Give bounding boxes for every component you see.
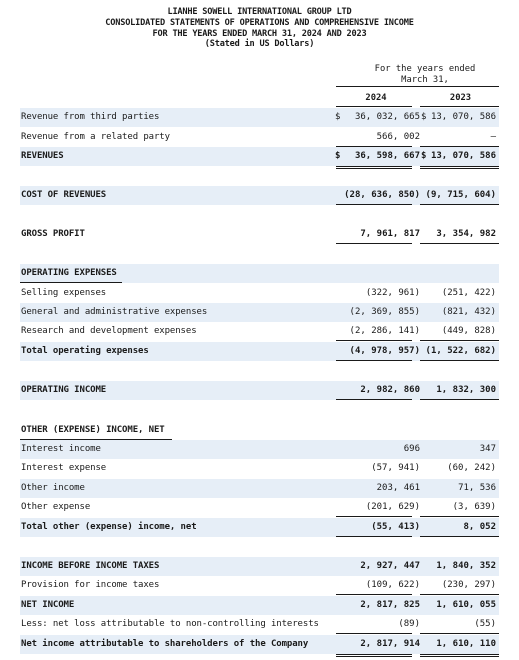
heading-underline	[20, 282, 122, 283]
value-2023: 71, 536	[458, 483, 496, 493]
row-label: Other income	[21, 483, 85, 493]
value-2023: 3, 354, 982	[436, 229, 496, 239]
row-label: Research and development expenses	[21, 326, 197, 336]
table-row	[20, 186, 499, 205]
table-row	[20, 303, 499, 322]
table-row	[20, 381, 499, 400]
row-label: Provision for income taxes	[21, 580, 160, 590]
table-row	[20, 557, 499, 576]
value-2024: 696	[403, 444, 420, 454]
table-row	[20, 459, 499, 478]
subtotal-rule	[420, 536, 499, 537]
column-header-line2: March 31,	[401, 74, 449, 85]
subtotal-rule	[336, 360, 412, 361]
row-label: General and administrative expenses	[21, 307, 208, 317]
table-row	[20, 225, 499, 244]
subtotal-rule	[336, 243, 412, 244]
row-label: Total operating expenses	[21, 346, 149, 356]
row-label: Interest expense	[21, 463, 107, 473]
row-label: INCOME BEFORE INCOME TAXES	[21, 561, 160, 571]
value-2023: 13, 070, 586	[430, 112, 496, 122]
table-row	[20, 322, 499, 341]
value-2024: 2, 817, 825	[360, 600, 420, 610]
value-2024: 7, 961, 817	[360, 229, 420, 239]
value-2024: (4, 978, 957)	[349, 346, 420, 356]
row-label: Selling expenses	[21, 288, 107, 298]
value-2024: (2, 369, 855)	[349, 307, 420, 317]
value-2023: 1, 832, 300	[436, 385, 496, 395]
value-2023: (251, 422)	[441, 288, 496, 298]
row-label: COST OF REVENUES	[21, 190, 107, 200]
value-2023: (3, 639)	[452, 502, 496, 512]
subtotal-rule	[420, 399, 499, 400]
table-row	[20, 108, 499, 127]
statement-title: CONSOLIDATED STATEMENTS OF OPERATIONS AND COMPREHENSIVE INCOME	[105, 17, 414, 28]
value-2024: (322, 961)	[365, 288, 420, 298]
row-label: Other expense	[21, 502, 91, 512]
row-label: OTHER (EXPENSE) INCOME, NET	[21, 425, 165, 435]
subtotal-rule	[336, 633, 412, 634]
row-label: Interest income	[21, 444, 101, 454]
subtotal-rule	[336, 516, 412, 517]
value-2023: (821, 432)	[441, 307, 496, 317]
value-2023: 8, 052	[463, 522, 496, 532]
value-2023: (9, 715, 604)	[425, 190, 496, 200]
row-label: GROSS PROFIT	[21, 229, 85, 239]
value-2023: (449, 828)	[441, 326, 496, 336]
currency-symbol: $	[421, 151, 427, 161]
value-2024: 36, 598, 667	[354, 151, 420, 161]
table-row	[20, 284, 499, 303]
column-header	[345, 64, 505, 85]
value-2023: 1, 610, 110	[436, 639, 496, 649]
column-header-rule	[336, 86, 499, 87]
row-label: OPERATING EXPENSES	[21, 268, 117, 278]
currency-symbol: $	[335, 112, 341, 122]
value-2024: (28, 636, 850)	[344, 190, 420, 200]
year-rule-2024	[336, 106, 412, 107]
table-row	[20, 576, 499, 595]
value-2023: 1, 840, 352	[436, 561, 496, 571]
total-double-rule	[336, 654, 412, 657]
value-2023: 347	[479, 444, 496, 454]
value-2023: (60, 242)	[447, 463, 496, 473]
row-label: Net income attributable to shareholders of the Company	[21, 639, 309, 649]
value-2024: 36, 032, 665	[354, 112, 420, 122]
subtotal-rule	[336, 399, 412, 400]
value-2023: (230, 297)	[441, 580, 496, 590]
subtotal-rule	[420, 594, 499, 595]
value-2024: (2, 286, 141)	[349, 326, 420, 336]
value-2023: (1, 522, 682)	[425, 346, 496, 356]
value-2024: 203, 461	[376, 483, 420, 493]
row-label: Revenue from third parties	[21, 112, 160, 122]
table-row	[20, 440, 499, 459]
value-2024: (57, 941)	[371, 463, 420, 473]
table-row	[20, 635, 499, 654]
value-2023: —	[490, 132, 496, 142]
column-header-line1: For the years ended	[374, 64, 476, 74]
statement-period: FOR THE YEARS ENDED MARCH 31, 2024 AND 2023	[152, 28, 367, 39]
table-row	[20, 479, 499, 498]
row-label: NET INCOME	[21, 600, 75, 610]
currency-note: (Stated in US Dollars)	[204, 39, 315, 50]
year-2024: 2024	[365, 93, 387, 103]
value-2023: 13, 070, 586	[430, 151, 496, 161]
subtotal-rule	[336, 204, 412, 205]
section-heading	[20, 264, 499, 283]
value-2023: 1, 610, 055	[436, 600, 496, 610]
total-double-rule	[336, 166, 412, 169]
table-row	[20, 147, 499, 166]
subtotal-rule	[420, 633, 499, 634]
subtotal-rule	[336, 340, 412, 341]
subtotal-rule	[420, 204, 499, 205]
statement-header	[0, 7, 519, 50]
row-label: OPERATING INCOME	[21, 385, 107, 395]
subtotal-rule	[420, 516, 499, 517]
table-row	[20, 596, 499, 615]
company-name: LIANHE SOWELL INTERNATIONAL GROUP LTD	[167, 7, 352, 17]
table-row	[20, 128, 499, 147]
total-double-rule	[420, 166, 499, 169]
currency-symbol: $	[335, 151, 341, 161]
subtotal-rule	[420, 243, 499, 244]
subtotal-rule	[420, 360, 499, 361]
row-label: Less: net loss attributable to non-controlling interests	[21, 619, 319, 629]
value-2024: (89)	[398, 619, 420, 629]
year-2023: 2023	[449, 93, 472, 103]
total-double-rule	[420, 654, 499, 657]
table-row	[20, 342, 499, 361]
table-row	[20, 615, 499, 634]
value-2024: (201, 629)	[365, 502, 420, 512]
value-2024: (109, 622)	[365, 580, 420, 590]
section-heading	[20, 421, 499, 440]
subtotal-rule	[336, 536, 412, 537]
table-row	[20, 518, 499, 537]
year-rule-2023	[420, 106, 499, 107]
value-2024: 566, 002	[376, 132, 420, 142]
row-label: Revenue from a related party	[21, 132, 170, 142]
value-2024: 2, 982, 860	[360, 385, 420, 395]
row-label: REVENUES	[21, 151, 64, 161]
table-row	[20, 498, 499, 517]
value-2024: (55, 413)	[371, 522, 420, 532]
row-label: Total other (expense) income, net	[21, 522, 197, 532]
subtotal-rule	[420, 340, 499, 341]
value-2024: 2, 927, 447	[360, 561, 420, 571]
subtotal-rule	[336, 594, 412, 595]
value-2024: 2, 817, 914	[360, 639, 420, 649]
currency-symbol: $	[421, 112, 427, 122]
value-2023: (55)	[474, 619, 496, 629]
